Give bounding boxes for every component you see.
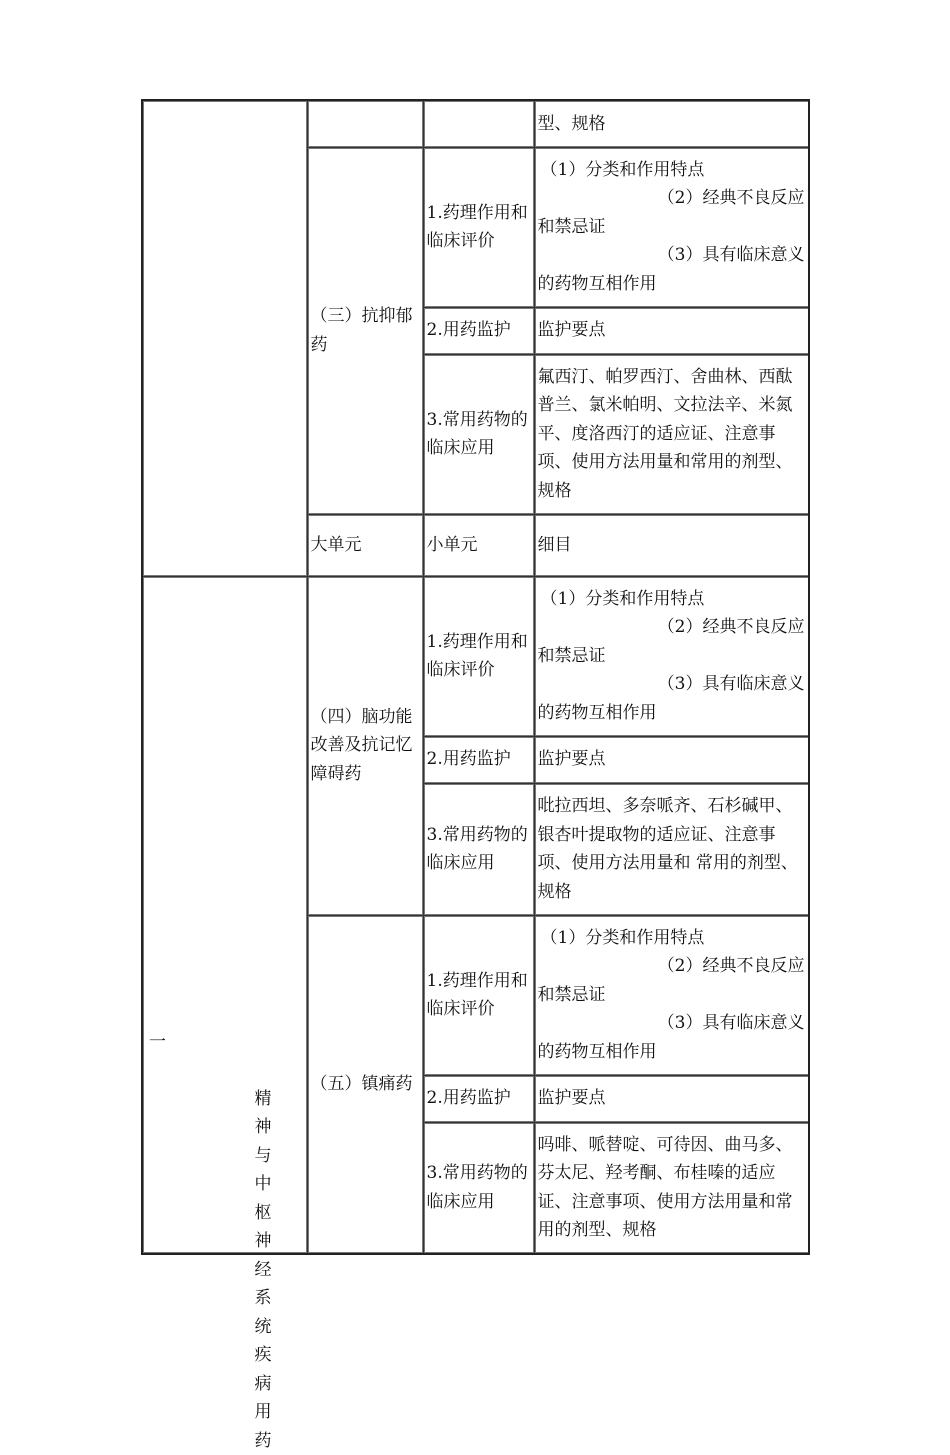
point-line: （2）经典不良反应 bbox=[657, 617, 805, 638]
item-cell: 3.常用药物的临床应用 bbox=[423, 354, 534, 514]
unit-name-char: 病 bbox=[254, 1373, 272, 1394]
unit-number: 一 bbox=[149, 1031, 166, 1052]
point-cell bbox=[534, 915, 809, 1075]
unit-name-char: 疾 bbox=[254, 1345, 272, 1366]
point-line: （2）经典不良反应 bbox=[657, 188, 805, 209]
item-cell: 1.药理作用和临床评价 bbox=[423, 915, 534, 1075]
syllabus-table bbox=[141, 99, 810, 1451]
table-row bbox=[142, 100, 809, 147]
point-line: （3）具有临床意义 bbox=[657, 674, 805, 695]
subunit-cell-empty bbox=[307, 100, 423, 147]
subunit-cell: （四）脑功能改善及抗记忆障碍药 bbox=[307, 576, 423, 915]
header-unit: 大单元 bbox=[307, 514, 423, 576]
point-cell: 监护要点 bbox=[534, 1075, 809, 1122]
point-cell: 监护要点 bbox=[534, 307, 809, 354]
unit-name-char: 神 bbox=[254, 1117, 272, 1138]
unit-name bbox=[250, 1085, 276, 1455]
item-cell: 2.用药监护 bbox=[423, 736, 534, 783]
point-line: （2）经典不良反应 bbox=[657, 956, 805, 977]
point-line: （3）具有临床意义 bbox=[657, 1013, 805, 1034]
point-cell: 氟西汀、帕罗西汀、舍曲林、西酞普兰、氯米帕明、文拉法辛、米氮平、度洛西汀的适应证、注意事项、使用方法用量和常用的剂型、规格 bbox=[534, 354, 809, 514]
subunit-cell: （五）镇痛药 bbox=[307, 915, 423, 1254]
unit-name-char: 枢 bbox=[254, 1202, 272, 1223]
point-cell bbox=[534, 147, 809, 307]
unit-name-char: 统 bbox=[254, 1316, 272, 1337]
subunit-cell: （三）抗抑郁药 bbox=[307, 147, 423, 514]
point-cell: 监护要点 bbox=[534, 736, 809, 783]
point-line: 和禁忌证 bbox=[537, 216, 606, 237]
item-cell: 2.用药监护 bbox=[423, 1075, 534, 1122]
item-cell: 3.常用药物的临床应用 bbox=[423, 783, 534, 915]
item-cell: 3.常用药物的临床应用 bbox=[423, 1122, 534, 1254]
item-cell-empty bbox=[423, 100, 534, 147]
item-cell: 1.药理作用和临床评价 bbox=[423, 576, 534, 736]
point-line: 的药物互相作用 bbox=[537, 1041, 657, 1062]
point-cell: 吡拉西坦、多奈哌齐、石杉碱甲、银杏叶提取物的适应证、注意事项、使用方法用量和 常用的剂型、规格 bbox=[534, 783, 809, 915]
point-line: 的药物互相作用 bbox=[537, 702, 657, 723]
point-line: （3）具有临床意义 bbox=[657, 245, 805, 266]
header-item: 细目 bbox=[534, 514, 809, 576]
unit-name-char: 中 bbox=[254, 1174, 272, 1195]
point-line: （1）分类和作用特点 bbox=[540, 927, 705, 948]
unit-cell-continued bbox=[142, 100, 307, 576]
unit-name-char: 精 bbox=[254, 1088, 272, 1109]
point-line: （1）分类和作用特点 bbox=[540, 159, 705, 180]
header-subunit: 小单元 bbox=[423, 514, 534, 576]
unit-name-char: 经 bbox=[254, 1259, 272, 1280]
point-line: （1）分类和作用特点 bbox=[540, 588, 705, 609]
point-cell bbox=[534, 576, 809, 736]
point-cell: 型、规格 bbox=[534, 100, 809, 147]
point-cell: 吗啡、哌替啶、可待因、曲马多、芬太尼、羟考酮、布桂嗪的适应证、注意事项、使用方法用量和常用的剂型、规格 bbox=[534, 1122, 809, 1254]
unit-name-char: 系 bbox=[254, 1288, 272, 1309]
table-row bbox=[142, 576, 809, 736]
unit-name-char: 用 bbox=[254, 1402, 272, 1423]
point-line: 和禁忌证 bbox=[537, 645, 606, 666]
unit-cell bbox=[142, 576, 307, 1451]
unit-name-char: 药 bbox=[254, 1430, 272, 1451]
item-cell: 1.药理作用和临床评价 bbox=[423, 147, 534, 307]
unit-name-char: 神 bbox=[254, 1231, 272, 1252]
unit-name-char: 与 bbox=[254, 1145, 272, 1166]
point-line: 和禁忌证 bbox=[537, 984, 606, 1005]
item-cell: 2.用药监护 bbox=[423, 307, 534, 354]
point-line: 的药物互相作用 bbox=[537, 273, 657, 294]
